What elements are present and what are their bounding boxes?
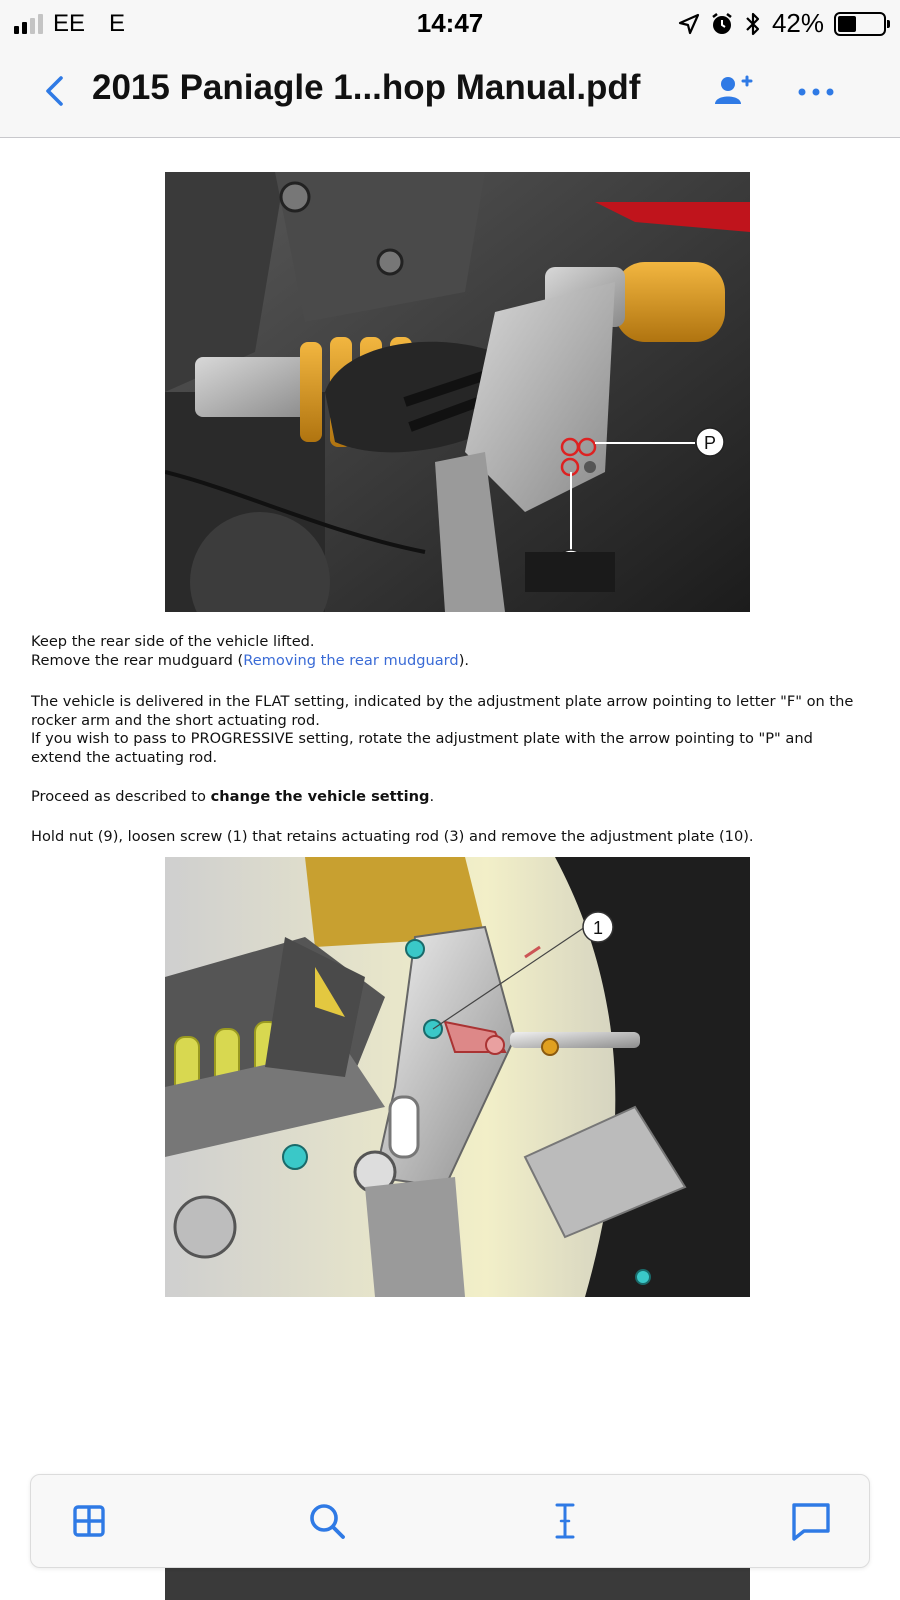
text-line <box>31 652 881 671</box>
ellipsis-icon <box>796 80 836 104</box>
callout-1 <box>583 912 613 942</box>
text-line: The vehicle is delivered in the FLAT setting, indicated by the adjustment plate arrow pointing to letter "F" on the <box>31 693 854 710</box>
text-cursor-icon <box>553 1502 577 1540</box>
text-line: extend the actuating rod. <box>31 748 218 766</box>
comment-icon <box>790 1501 832 1541</box>
bluetooth-icon <box>744 11 762 37</box>
figure-rear-suspension-photo <box>165 172 750 612</box>
paragraph-lift-vehicle <box>31 633 881 670</box>
search-button[interactable] <box>303 1497 351 1545</box>
share-button[interactable] <box>714 74 754 110</box>
chevron-left-icon <box>43 75 65 107</box>
link-removing-rear-mudguard[interactable]: Removing the rear mudguard <box>243 651 459 669</box>
text-bold-segment: change the vehicle setting <box>210 788 430 805</box>
text-segment: . <box>429 788 435 805</box>
thumbnails-button[interactable] <box>65 1497 113 1545</box>
search-icon <box>307 1501 347 1541</box>
pdf-page[interactable] <box>0 139 900 1600</box>
text-segment: Proceed as described to <box>31 788 211 805</box>
text-line: If you wish to pass to PROGRESSIVE setting, rotate the adjustment plate with the arrow pointing to "P" and <box>31 730 813 748</box>
callout-p-label: P <box>703 433 717 453</box>
figure-adjustment-plate-render <box>165 857 750 1297</box>
battery-level <box>838 16 856 32</box>
carrier-label: EE <box>53 10 86 37</box>
status-bar <box>0 0 900 46</box>
location-arrow-icon <box>678 13 700 35</box>
comment-button[interactable] <box>787 1497 835 1545</box>
next-figure-peek <box>165 1568 750 1600</box>
text-segment: Remove the rear mudguard ( <box>31 651 244 669</box>
bottom-toolbar <box>30 1474 870 1568</box>
navigation-bar <box>0 46 900 138</box>
person-add-icon <box>714 74 754 110</box>
alarm-icon <box>710 12 734 36</box>
text-line: Keep the rear side of the vehicle lifted. <box>31 633 315 650</box>
text-line: rocker arm and the short actuating rod. <box>31 711 320 729</box>
status-right <box>678 8 886 39</box>
suspension-illustration <box>165 172 750 612</box>
text-line: Hold nut (9), loosen screw (1) that retains actuating rod (3) and remove the adjustment plate (10). <box>31 828 754 845</box>
document-title: 2015 Paniagle 1...hop Manual.pdf <box>92 68 641 107</box>
adjustment-plate-illustration <box>165 857 750 1297</box>
status-time: 14:47 <box>416 8 484 38</box>
battery-icon <box>834 12 886 36</box>
callout-1-label: 1 <box>592 918 604 938</box>
paragraph-proceed <box>31 788 881 807</box>
grid-icon <box>72 1504 106 1538</box>
text-segment: ). <box>458 651 470 669</box>
battery-percent: 42% <box>771 8 824 38</box>
paragraph-hold-nut <box>31 828 881 847</box>
network-type: E <box>109 10 126 37</box>
more-button[interactable] <box>796 80 836 104</box>
paragraph-flat-setting <box>31 693 881 767</box>
back-button[interactable] <box>34 68 74 114</box>
text-select-button[interactable] <box>541 1497 589 1545</box>
callout-p <box>696 428 724 456</box>
